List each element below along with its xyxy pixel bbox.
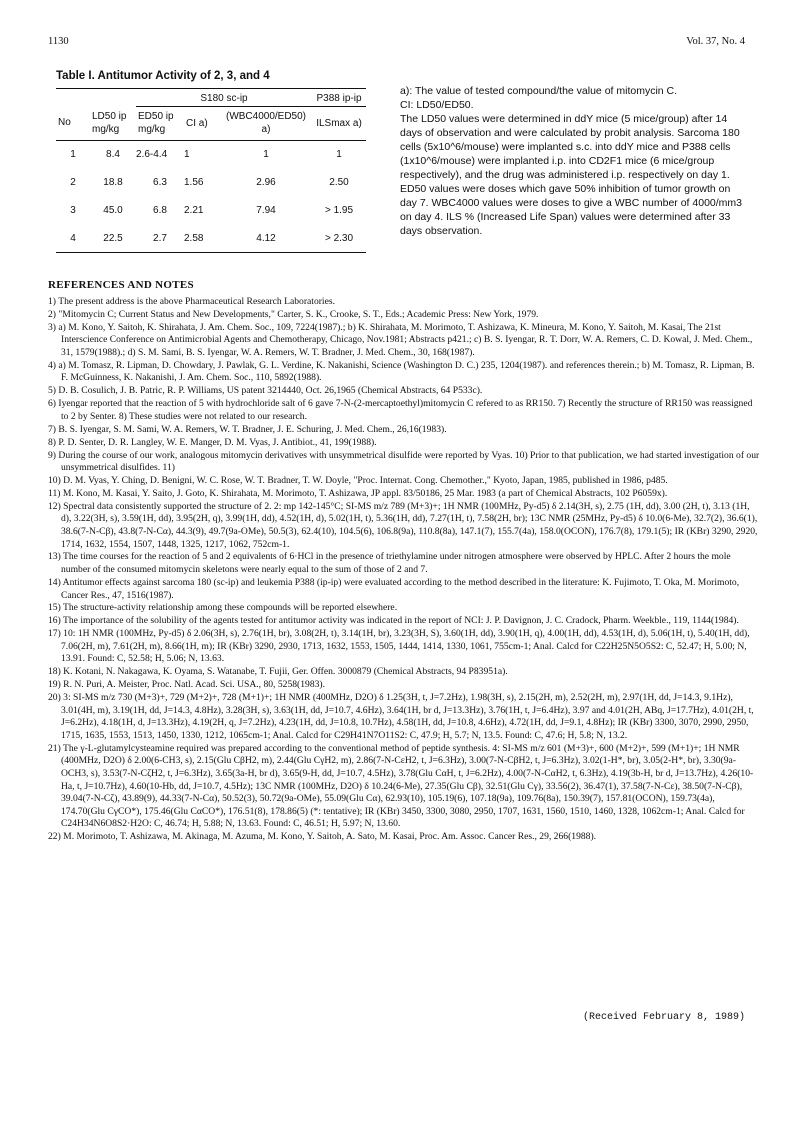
table-row <box>56 225 366 253</box>
cell-ils: 2.50 <box>329 177 349 188</box>
cell-ed50: 6.3 <box>153 177 167 188</box>
reference-item: 10) D. M. Vyas, Y. Ching, D. Benigni, W. C. Rose, W. T. Bradner, T. W. Doyle, "Proc. Internat. Cong. Chemother.," Kyoto, Japan, 1985, published in 1986, p485. <box>48 474 668 486</box>
cell-ci: 2.21 <box>184 205 204 216</box>
table-row <box>56 197 366 225</box>
reference-item: 9) During the course of our work, analogous mitomycin derivatives with unsymmetrical disulfide were reported by Vyas. 10) Prior to that publication, we had started investigation of our unsymmetrical disulfides. 11) <box>48 449 760 474</box>
reference-item: 2) "Mitomycin C; Current Status and New Developments," Carter, S. K., Crooke, S. T., Eds.; Academic Press: New York, 1979. <box>48 308 539 320</box>
reference-item: 17) 10: 1H NMR (100MHz, Py-d5) δ 2.06(3H, s), 2.76(1H, br), 3.08(2H, t), 3.14(1H, br), 3.23(3H, S), 3.60(1H, dd), 3.90(1H, q), 4.00(1H, dd), 4.53(1H, d), 5.06(1H, t), 5.40(1H, dd), 7.06(2H, m), 7.61(2H, m), 8.66(1H, m); IR (KBr) 3290, 2930, 1713, 1632, 1553, 1505, 1444, 1414, 1330, 1061, 755cm-1; Anal. Calcd for C22H25N5O5S2: C, 52.47; H, 5.00; N, 13.91. Found: C, 52.58; H, 5.06; N, 13.63. <box>48 628 750 665</box>
cell-ils: 1 <box>336 149 342 161</box>
table-footnote <box>400 84 745 238</box>
footnote-line-a: a): The value of tested compound/the value of mitomycin C. <box>400 85 678 97</box>
cell-no: 4 <box>56 225 90 253</box>
page-number: 1130 <box>48 36 69 47</box>
cell-wbc: 7.94 <box>256 205 276 216</box>
cell-no: 3 <box>70 205 76 216</box>
col-ils-header: ILSmax a) <box>312 107 366 141</box>
received-date: (Received February 8, 1989) <box>582 1012 745 1023</box>
cell-no: 2 <box>70 177 76 188</box>
col-ld50-header: LD50 ip mg/kg <box>90 107 136 141</box>
reference-item: 15) The structure-activity relationship among these compounds will be reported elsewhere. <box>48 602 398 614</box>
reference-item: 16) The importance of the solubility of the agents tested for antitumor activity was indicated in the report of NCI: J. P. Davignon, J. C. Cradock, Pharm. Weekble., 119, 1144(1984). <box>48 615 739 627</box>
cell-ld50: 45.0 <box>103 205 123 216</box>
references-list <box>48 296 760 844</box>
table-row <box>56 169 366 197</box>
col-no-header: No <box>56 107 90 141</box>
group-p388-label: P388 ip-ip <box>312 89 366 107</box>
reference-item: 20) 3: SI-MS m/z 730 (M+3)+, 729 (M+2)+, 728 (M+1)+; 1H NMR (400MHz, D2O) δ 1.25(3H, t, J=7.2Hz), 1.98(3H, s), 2.15(2H, m), 2.52(2H, m), 2.97(1H, dd, J=14.3, 9.1Hz), 3.01(4H, m), 3.19(1H, dd, J=14.3, 4.8Hz), 3.28(3H, s), 3.63(1H, dd, J=10.7, 4.6Hz), 3.64(1H, br d, J=13.3Hz), 3.76(1H, t, J=6.4Hz), 3.97 and 4.01(2H, ABq, J=17.7Hz), 4.01(2H, t, J=6.2Hz), 4.18(1H, d, J=13.3Hz), 4.19(2H, q, J=7.2Hz), 4.23(1H, dd, J=10.8, 10.7Hz), 4.58(1H, dd, J=10.8, 4.6Hz), 4.72(1H, dd, J=9.1, 4.8Hz); IR (KBr) 3300, 3070, 2990, 2950, 1715, 1635, 1553, 1513, 1450, 1330, 1212, 1065cm-1; Anal. Calcd for C29H41N7O11S2: C, 47.9; H, 5.7; N, 13.5. Found: C, 47.6; H, 5.8; N, 13.2. <box>48 692 754 741</box>
reference-item: 13) The time courses for the reaction of 5 and 2 equivalents of 6·HCl in the presence of triethylamine under nitrogen atmosphere were observed by HPLC. After 2 hours the mole number of the consumed mitomycin skeletons were nearly equal to the sum of those of 2 and 7. <box>48 551 731 576</box>
table-title: Table I. Antitumor Activity of 2, 3, and 4 <box>56 70 270 82</box>
cell-wbc: 2.96 <box>256 177 276 188</box>
cell-wbc: 1 <box>263 149 269 161</box>
reference-item: 14) Antitumor effects against sarcoma 180 (sc-ip) and leukemia P388 (ip-ip) were evaluated according to the method described in the literature: K. Fujimoto, T. Oka, M. Morimoto, Cancer Res., 47, 1516(1987). <box>48 576 740 601</box>
footnote-paragraph: The LD50 values were determined in ddY mice (5 mice/group) after 14 days of observation and were calculated by probit analysis. Sarcoma 180 cells (5x10^6/mouse) were implanted s.c. into ddY mice and P388 cells (1x10^6/mouse) were implanted i.p. into CD2F1 mice (6 mice/group respectively), and the drug was administered i.p. respectively on day 1. ED50 values were doses which gave 50% inhibition of tumor growth on day 7. WBC4000 values were doses to give a WBC number of 4000/mm3 on day 4. ILS % (Increased Life Span) values were determined after 33 days observation. <box>400 113 742 237</box>
reference-item: 6) Iyengar reported that the reaction of 5 with hydrochloride salt of 6 gave 7-N-(2-mercaptoethyl)mitomycin C refered to as RR150. 7) Recently the structure of RR150 was reassigned to 2 by Senter. 8) These studies were not related to our research. <box>48 398 753 422</box>
cell-ld50: 8.4 <box>106 149 120 161</box>
footnote-line-ci: CI: LD50/ED50. <box>400 99 474 111</box>
cell-ld50: 22.5 <box>90 225 136 253</box>
reference-item: 18) K. Kotani, N. Nakagawa, K. Oyama, S. Watanabe, T. Fujii, Ger. Offen. 3000879 (Chemical Abstracts, 94 P83951a). <box>48 666 508 678</box>
cell-ils: > 2.30 <box>312 225 366 253</box>
cell-ci: 1 <box>184 149 190 161</box>
reference-item: 5) D. B. Cosulich, J. B. Patric, R. P. Williams, US patent 3214440, Oct. 26,1965 (Chemical Abstracts, 64 P533c). <box>48 385 483 397</box>
col-ed50-header: ED50 ip mg/kg <box>136 107 184 141</box>
reference-item: 1) The present address is the above Pharmaceutical Research Laboratories. <box>48 296 335 307</box>
table-row <box>56 141 366 169</box>
journal-volume: Vol. 37, No. 4 <box>686 36 745 47</box>
col-wbc-header: (WBC4000/ED50) a) <box>220 107 312 141</box>
cell-ed50: 2.6-4.4 <box>136 149 168 161</box>
col-ci-header: CI a) <box>184 107 220 141</box>
reference-item: 8) P. D. Senter, D. R. Langley, W. E. Manger, D. M. Vyas, J. Antibiot., 41, 199(1988). <box>48 436 377 448</box>
cell-ed50: 2.7 <box>136 225 184 253</box>
reference-item: 4) a) M. Tomasz, R. Lipman, D. Chowdary, J. Pawlak, G. L. Verdine, K. Nakanishi, Science (Washington D. C.) 235, 1204(1987). and references therein.; b) M. Tomasz, R. Lipman, B. F. McGuinness, K. Nakanishi, J. Am. Chem. Soc., 110, 5892(1988). <box>48 359 755 384</box>
cell-ils: > 1.95 <box>324 205 354 216</box>
cell-ld50: 18.8 <box>103 177 123 188</box>
antitumor-table <box>56 88 366 253</box>
reference-item: 11) M. Kono, M. Kasai, Y. Saito, J. Goto, K. Shirahata, M. Morimoto, T. Ashizawa, JP appl. 83/50186, 25 Mar. 1983 (a part of Chemical Abstracts, 102 P6059x). <box>48 487 668 499</box>
reference-item: 19) R. N. Puri, A. Meister, Proc. Natl. Acad. Sci. USA., 80, 5258(1983). <box>48 679 326 691</box>
cell-wbc: 4.12 <box>220 225 312 253</box>
reference-item: 12) Spectral data consistently supported the structure of 2. 2: mp 142-145°C; SI-MS m/z 789 (M+3)+; 1H NMR (100MHz, Py-d5) δ 2.14(3H, s), 2.75 (1H, dd), 3.00 (2H, t), 3.13 (1H, d), 3.22(3H, s), 3.59(1H, dd), 3.95(2H, q), 3.99(1H, dd), 4.52(1H, d), 5.02(1H, t), 5.36(1H, dd), 7.27(1H, t), 7.58(2H, br); 13C NMR (25MHz, Py-d5) δ 10.0(6-Me), 32.7(2), 36.6(1), 38.6(7-N-Cβ), 43.8(7-N-Cα), 44.3(9), 49.7(9a-OMe), 50.5(3), 62.4(10), 104.5(6), 106.8(9a), 110.8(8a), 147.1(7), 155.7(4a), 158.0(OCON), 176.7(8), 179.1(5); IR (KBr) 3290, 2920, 1714, 1632, 1554, 1507, 1448, 1325, 1217, 1062, 752cm-1. <box>48 500 758 550</box>
reference-item: 3) a) M. Kono, Y. Saitoh, K. Shirahata, J. Am. Chem. Soc., 109, 7224(1987).; b) K. Shirahata, M. Morimoto, T. Ashizawa, K. Mineura, M. Kono, Y. Saitoh, M. Kasai, The 21st Interscience Conference on Antimicrobial Agents and Chemotherapy, Chicago, Nov.1981; Abstracts p421.; c) B. S. Iyengar, R. T. Dorr, W. A. Remers, C. D. Kowal, J. Med. Chem., 31, 1579(1988).; d) S. M. Sami, B. S. Iyengar, W. A. Remers, W. T. Bradner, J. Med. Chem., 30, 168(1987). <box>48 321 753 358</box>
reference-item: 21) The γ-L-glutamylcysteamine required was prepared according to the conventional method of peptide synthesis. 4: SI-MS m/z 601 (M+3)+, 600 (M+2)+, 599 (M+1)+; 1H NMR (400MHz, D2O) δ 2.00(6-CH3, s), 2.15(Glu CβH2, m), 2.44(Glu CγH2, m), 2.86(7-N-CεH2, t, J=6.3Hz), 3.00(7-N-CβH2, t, J=6.3Hz), 3.02(1-H*, br), 3.05(2-H*, br), 3.30(9a-OCH3, s), 3.53(7-N-CζH2, t, J=6.3Hz), 3.65(3a-H, br d), 3.65(9-H, dd, J=10.7, 4.5Hz), 3.78(Glu CαH, t, J=6.2Hz), 4.00(7-N-CαH2, t, 6.3Hz), 4.19(3b-H, br d, J=13.7Hz), 4.26(10-Ha, t, J=10.7Hz), 4.60(10-Hb, dd, J=10.7, 4.5Hz); 13C NMR (100MHz, D2O) δ 10.24(6-Me), 27.35(Glu Cβ), 32.51(Glu Cγ), 33.56(2), 36.47(1), 37.58(7-N-Cε), 38.50(7-N-Cβ), 39.04(7-N-Cζ), 43.89(9), 44.33(7-N-Cα), 50.52(3), 50.72(9a-OMe), 55.09(Glu Cα), 62.93(10), 105.19(6), 107.18(9a), 109.76(8a), 150.39(7), 157.81(OCON), 159.73(4a), 174.70(Glu CγCO*), 175.46(Glu CαCO*), 176.51(8), 178.86(5) (*: tentative); IR (KBr) 3450, 3300, 3080, 2950, 1707, 1631, 1560, 1510, 1460, 1328, 1062cm-1; Anal. Calcd for C24H34N6O8S2·H2O: C, 46.74; H, 5.88; N, 13.63. Found: C, 46.51; H, 5.97; N, 13.60. <box>48 742 754 830</box>
cell-ci: 2.58 <box>184 225 220 253</box>
reference-item: 7) B. S. Iyengar, S. M. Sami, W. A. Remers, W. T. Bradner, J. E. Schuring, J. Med. Chem., 26,16(1983). <box>48 423 447 435</box>
group-s180-label: S180 sc-ip <box>136 89 312 107</box>
cell-ci: 1.56 <box>184 177 204 188</box>
references-heading: REFERENCES AND NOTES <box>48 279 194 291</box>
cell-no: 1 <box>70 149 76 161</box>
reference-item: 22) M. Morimoto, T. Ashizawa, M. Akinaga, M. Azuma, M. Kono, Y. Saitoh, A. Sato, M. Kasai, Proc. Am. Assoc. Cancer Res., 29, 266(1988). <box>48 831 597 843</box>
cell-ed50: 6.8 <box>153 205 167 216</box>
